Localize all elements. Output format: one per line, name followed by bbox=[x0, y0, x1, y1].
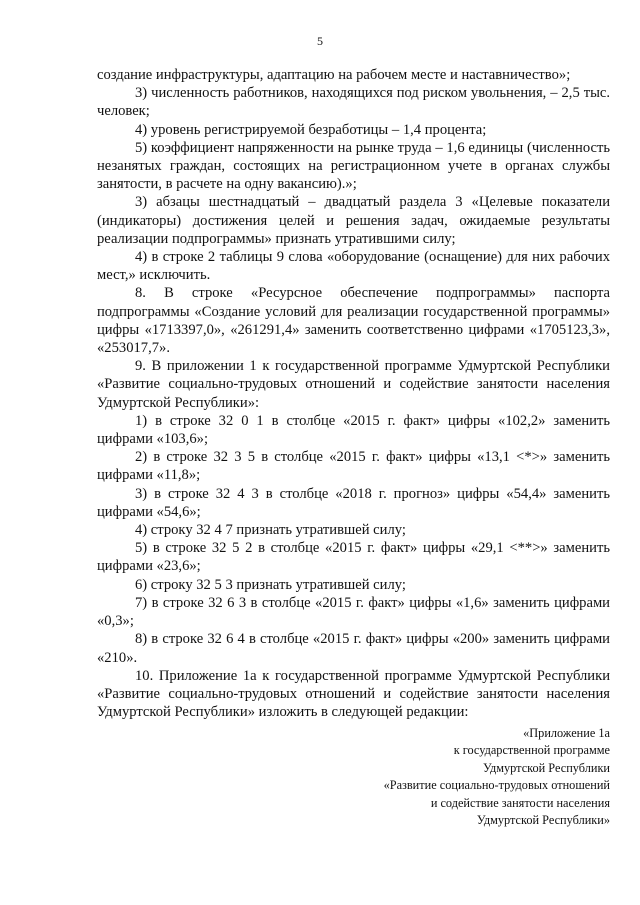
paragraph: 3) численность работников, находящихся под риском увольнения, – 2,5 тыс. человек; bbox=[97, 85, 610, 120]
list-item: 7) в строке 32 6 3 в столбце «2015 г. факт» цифры «1,6» заменить цифрами «0,3»; bbox=[97, 594, 610, 630]
paragraph: 4) уровень регистрируемой безработицы – 1,4 процента; bbox=[135, 121, 487, 138]
appendix-line: к государственной программе bbox=[453, 743, 610, 758]
appendix-line: и содействие занятости населения bbox=[430, 795, 610, 810]
paragraph: создание инфраструктуры, адаптацию на рабочем месте и наставничество»; bbox=[97, 67, 571, 83]
document-body bbox=[97, 66, 610, 721]
list-item: 8) в строке 32 6 4 в столбце «2015 г. факт» цифры «200» заменить цифрами «210». bbox=[97, 631, 610, 666]
list-item: 5) в строке 32 5 2 в столбце «2015 г. факт» цифры «29,1 <**>» заменить цифрами «23,6»; bbox=[97, 540, 610, 575]
list-item: 6) строку 32 5 3 признать утратившей силу; bbox=[135, 576, 406, 593]
appendix-line: Удмуртской Республики bbox=[483, 760, 610, 775]
paragraph: 3) абзацы шестнадцатый – двадцатый раздела 3 «Целевые показатели (индикаторы) достижения целей и решения задач, ожидаемые результаты реализации подпрограммы» признать утратившими силу; bbox=[97, 194, 610, 247]
paragraph: 10. Приложение 1а к государственной программе Удмуртской Республики «Развитие социально-трудовых отношений и содействие занятости населения Удмуртской Республики» изложить в следующей редакции: bbox=[97, 667, 610, 721]
paragraph: 9. В приложении 1 к государственной программе Удмуртской Республики «Развитие социально-трудовых отношений и содействие занятости населения Удмуртской Республики»: bbox=[97, 358, 610, 411]
appendix-line: «Приложение 1а bbox=[523, 726, 610, 740]
list-item: 4) строку 32 4 7 признать утратившей силу; bbox=[135, 522, 406, 539]
list-item: 1) в строке 32 0 1 в столбце «2015 г. факт» цифры «102,2» заменить цифрами «103,6»; bbox=[97, 412, 610, 448]
appendix-line: Удмуртской Республики» bbox=[476, 813, 610, 828]
page-number: 5 bbox=[317, 34, 323, 48]
paragraph: 5) коэффициент напряженности на рынке труда – 1,6 единицы (численность незанятых граждан, состоящих на регистрационном учете в органах службы занятости, в расчете на одну вакансию).»; bbox=[97, 139, 610, 193]
appendix-line: «Развитие социально-трудовых отношений bbox=[383, 778, 610, 793]
list-item: 3) в строке 32 4 3 в столбце «2018 г. прогноз» цифры «54,4» заменить цифрами «54,6»; bbox=[97, 485, 610, 520]
list-item: 2) в строке 32 3 5 в столбце «2015 г. факт» цифры «13,1 <*>» заменить цифрами «11,8»; bbox=[97, 449, 610, 484]
paragraph: 4) в строке 2 таблицы 9 слова «оборудование (оснащение) для них рабочих мест,» исключить. bbox=[97, 249, 610, 284]
appendix-heading bbox=[320, 725, 610, 829]
paragraph: 8. В строке «Ресурсное обеспечение подпрограммы» паспорта подпрограммы «Создание условий для реализации государственной программы» цифры «1713397,0», «261291,4» заменить соответственно цифрами «1705123,3», «253017,7». bbox=[97, 285, 610, 357]
